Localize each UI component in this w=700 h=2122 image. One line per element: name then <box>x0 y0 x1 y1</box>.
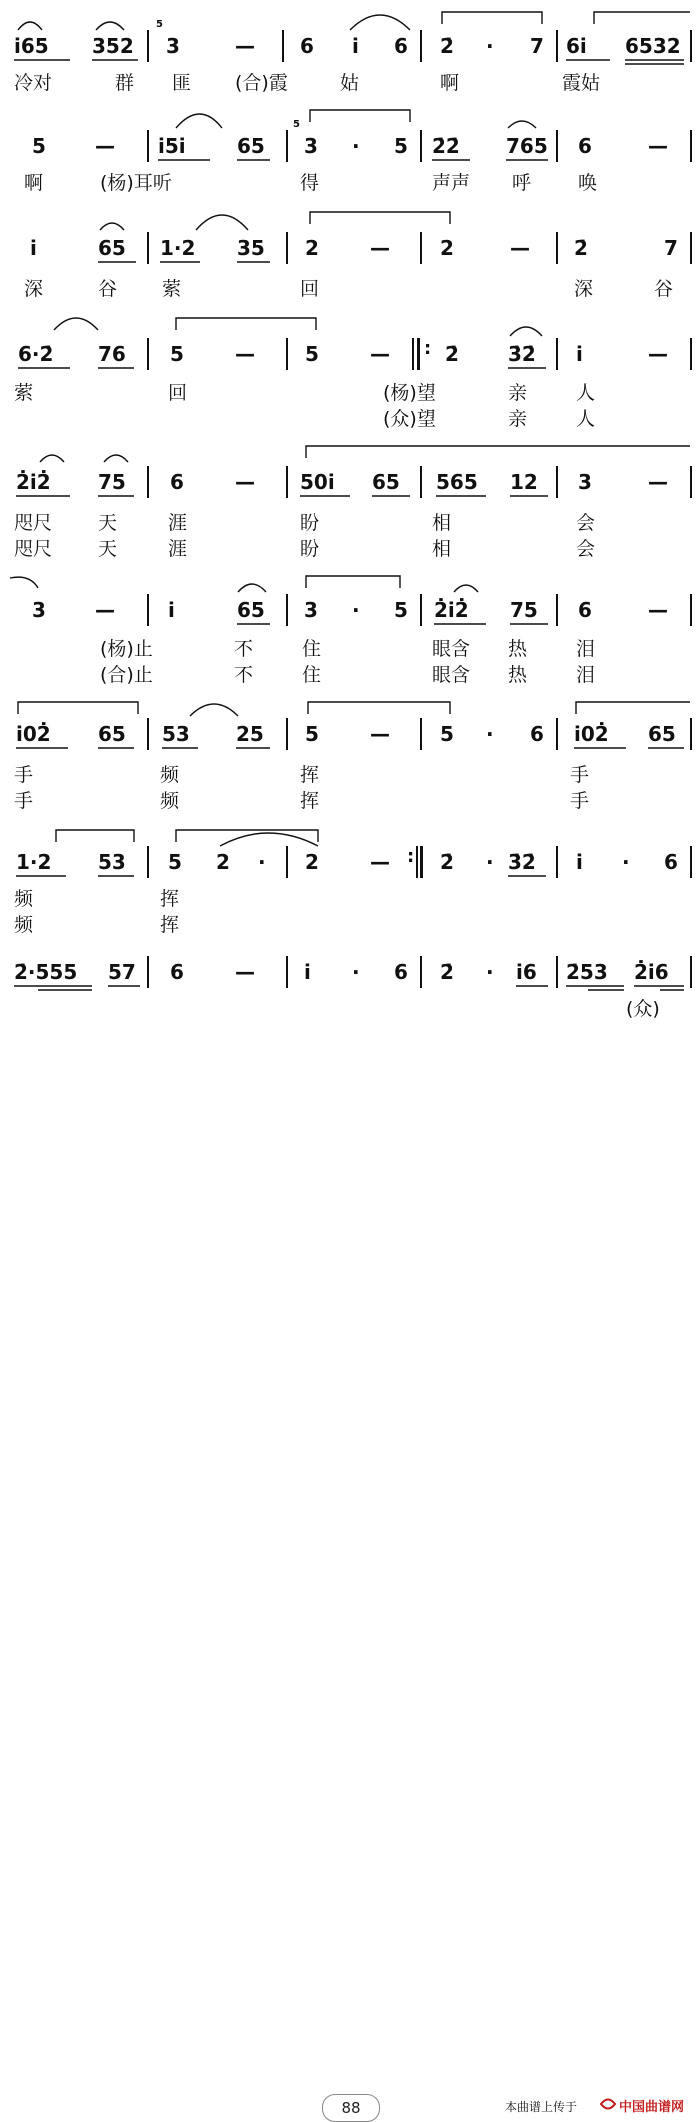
note-group: 35 <box>237 236 265 260</box>
note-group: 3̇2̇ <box>508 342 536 366</box>
note: 6 <box>664 850 678 874</box>
lyric: 盼 <box>300 512 320 534</box>
note: — <box>235 960 255 984</box>
lyric: 手 <box>14 790 34 812</box>
lyric: 挥 <box>160 914 180 936</box>
lyric: 深 <box>574 278 594 300</box>
lyric: 热 <box>508 664 528 686</box>
note: 5 <box>305 342 319 366</box>
note-group: 6·2̇ <box>18 342 54 366</box>
lyric: 人 <box>576 382 596 404</box>
note: — <box>95 134 115 158</box>
note: i <box>30 236 37 260</box>
note-group: 2̇i2̇ <box>434 598 469 622</box>
lyric: 萦 <box>14 382 34 404</box>
lyric: 泪 <box>576 638 596 660</box>
note: i <box>352 34 359 58</box>
note: — <box>370 342 390 366</box>
lyric: 热 <box>508 638 528 660</box>
note: 6 <box>170 470 184 494</box>
note-group: 65 <box>237 134 265 158</box>
dot: · <box>486 34 494 58</box>
note: 7 <box>530 34 544 58</box>
lyric: (杨)止 <box>100 638 153 660</box>
note: — <box>648 134 668 158</box>
note: — <box>95 598 115 622</box>
note: 2̇ <box>440 960 454 984</box>
note: 2 <box>305 850 319 874</box>
lyric: 回 <box>300 278 320 300</box>
note: 7 <box>664 236 678 260</box>
note-group: 2̇2̇ <box>432 134 460 158</box>
note-group: 6532 <box>625 34 681 58</box>
note: 5 <box>305 722 319 746</box>
lyric: 谷 <box>654 278 674 300</box>
note: 3 <box>32 598 46 622</box>
note: 3 <box>304 134 318 158</box>
lyric: 天 <box>98 512 118 534</box>
grace-note: 5 <box>293 119 300 130</box>
lyric: 群 <box>115 72 135 94</box>
lyric: 挥 <box>160 888 180 910</box>
dot: · <box>352 598 360 622</box>
lyric: 霞姑 <box>562 72 601 94</box>
lyric: 频 <box>14 888 34 910</box>
note-group: i5i <box>158 134 186 158</box>
note: 5 <box>170 342 184 366</box>
lyric: (众) <box>626 998 660 1020</box>
note-group: 53 <box>162 722 190 746</box>
note-group: 50i <box>300 470 335 494</box>
note: 6 <box>394 34 408 58</box>
note: i <box>576 850 583 874</box>
site-logo-icon <box>599 2097 617 2112</box>
note: 2̇ <box>440 850 454 874</box>
lyric: 住 <box>302 638 322 660</box>
note: — <box>370 850 390 874</box>
repeat-dots: : <box>424 338 432 359</box>
note: 6 <box>578 134 592 158</box>
dot: · <box>486 960 494 984</box>
lyric: 姑 <box>340 72 360 94</box>
lyric: 频 <box>14 914 34 936</box>
lyric: 手 <box>14 764 34 786</box>
note: — <box>235 342 255 366</box>
lyric: 涯 <box>168 538 188 560</box>
note: 3 <box>578 470 592 494</box>
note-group: i02̇ <box>16 722 51 746</box>
note: 6 <box>530 722 544 746</box>
note: — <box>510 236 530 260</box>
lyric: 天 <box>98 538 118 560</box>
lyric: 唤 <box>578 172 598 194</box>
lyric: 手 <box>570 790 590 812</box>
note: 2̇ <box>445 342 459 366</box>
note-group: 65 <box>648 722 676 746</box>
lyric: 萦 <box>162 278 182 300</box>
note-group: 53 <box>98 850 126 874</box>
lyric: 会 <box>576 538 596 560</box>
note-group: 765 <box>506 134 548 158</box>
page-footer <box>0 1040 700 2117</box>
note-group: 2̇·555 <box>14 960 78 984</box>
lyric: 啊 <box>24 172 44 194</box>
lyric: 相 <box>432 538 452 560</box>
note-group: 1·2 <box>160 236 196 260</box>
lyric: 挥 <box>300 764 320 786</box>
lyric: 盼 <box>300 538 320 560</box>
lyric: 谷 <box>98 278 118 300</box>
note-group: — <box>235 34 255 58</box>
lyric: 频 <box>160 790 180 812</box>
lyric: 泪 <box>576 664 596 686</box>
lyric: 咫尺 <box>14 538 53 560</box>
upload-note: 本曲谱上传于 <box>505 2100 578 2114</box>
note: 2 <box>305 236 319 260</box>
page-number: 88 <box>322 2094 380 2122</box>
lyric: 频 <box>160 764 180 786</box>
note: i <box>168 598 175 622</box>
lyric: 咫尺 <box>14 512 53 534</box>
note: 2̇ <box>440 34 454 58</box>
lyric: 呼 <box>512 172 532 194</box>
site-logo[interactable] <box>597 2094 697 2116</box>
note-group: 76 <box>98 342 126 366</box>
note-group: 12 <box>510 470 538 494</box>
note-group: 65 <box>372 470 400 494</box>
lyric: 眼含 <box>432 664 471 686</box>
notation-strokes <box>0 0 700 1040</box>
lyric: 眼含 <box>432 638 471 660</box>
note: — <box>648 470 668 494</box>
note-group: 1·2 <box>16 850 52 874</box>
lyric: 人 <box>576 408 596 430</box>
lyric: 亲 <box>508 408 528 430</box>
lyric: 得 <box>300 172 320 194</box>
note: 3 <box>304 598 318 622</box>
note: — <box>370 236 390 260</box>
lyric: 不 <box>234 664 254 686</box>
lyric: (合)霞 <box>235 72 288 94</box>
site-name: 中国曲谱网 <box>619 2100 685 2115</box>
lyric: 相 <box>432 512 452 534</box>
lyric: 回 <box>168 382 188 404</box>
lyric: 深 <box>24 278 44 300</box>
note: 5 <box>440 722 454 746</box>
note: 2̇ <box>574 236 588 260</box>
note: — <box>648 598 668 622</box>
dot: · <box>258 850 266 874</box>
note-group: 352 <box>92 34 134 58</box>
lyric: 匪 <box>172 72 192 94</box>
lyric: 涯 <box>168 512 188 534</box>
note: 6 <box>394 960 408 984</box>
note: 5 <box>32 134 46 158</box>
note-group: 6i <box>566 34 587 58</box>
note-group: 65 <box>98 722 126 746</box>
note-group: 2̇i6 <box>634 960 669 984</box>
note: i <box>304 960 311 984</box>
numbered-notation-score <box>0 0 700 1040</box>
note: 5 <box>394 598 408 622</box>
lyric: 会 <box>576 512 596 534</box>
note-group: 25 <box>236 722 264 746</box>
grace-note: 5 <box>156 19 163 30</box>
note: 5 <box>168 850 182 874</box>
note-group: i65 <box>14 34 49 58</box>
note-group: 75 <box>98 470 126 494</box>
note: 6 <box>170 960 184 984</box>
note-group: i02̇ <box>574 722 609 746</box>
note: 5 <box>394 134 408 158</box>
note-group: 2̇53 <box>566 960 608 984</box>
note-group: 565 <box>436 470 478 494</box>
note: 6 <box>578 598 592 622</box>
lyric: (合)止 <box>100 664 153 686</box>
dot: · <box>352 134 360 158</box>
lyric: (杨)望 <box>383 382 436 404</box>
note: — <box>235 470 255 494</box>
note-group: i6 <box>516 960 537 984</box>
dot: · <box>486 722 494 746</box>
note: 2 <box>440 236 454 260</box>
lyric: (杨)耳听 <box>100 172 172 194</box>
note: i <box>576 342 583 366</box>
lyric: 手 <box>570 764 590 786</box>
dot: · <box>622 850 630 874</box>
note: 2 <box>216 850 230 874</box>
lyric: 亲 <box>508 382 528 404</box>
note: — <box>370 722 390 746</box>
lyric: 住 <box>302 664 322 686</box>
lyric: 挥 <box>300 790 320 812</box>
note-group: 3 <box>166 34 180 58</box>
lyric: 冷对 <box>14 72 53 94</box>
lyric: 不 <box>234 638 254 660</box>
dot: · <box>486 850 494 874</box>
note-group: 65 <box>98 236 126 260</box>
lyric: (众)望 <box>383 408 436 430</box>
lyric: 声声 <box>432 172 471 194</box>
lyric: 啊 <box>440 72 460 94</box>
dot: · <box>352 960 360 984</box>
note: 6 <box>300 34 314 58</box>
note-group: 75 <box>510 598 538 622</box>
note-group: 2̇i2̇ <box>16 470 51 494</box>
repeat-dots: : <box>407 846 415 867</box>
note-group: 3̇2̇ <box>508 850 536 874</box>
note-group: 65 <box>237 598 265 622</box>
note-group: 57 <box>108 960 136 984</box>
note: — <box>648 342 668 366</box>
